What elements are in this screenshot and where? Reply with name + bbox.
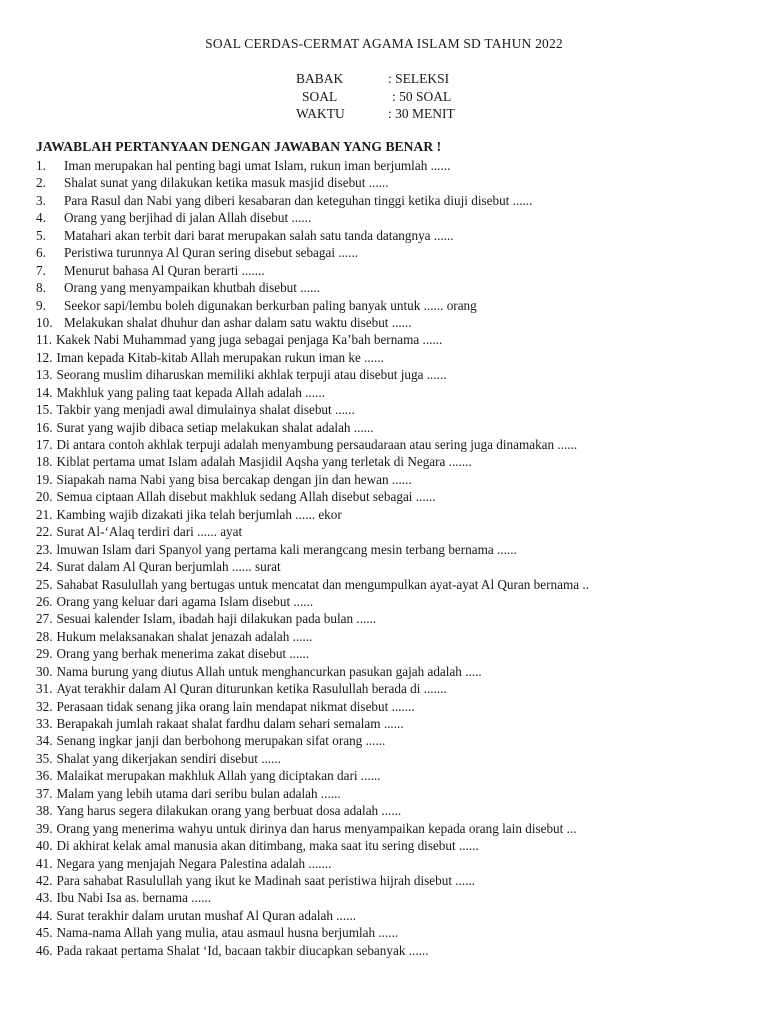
question-number: 26. <box>36 593 53 609</box>
question-number: 43. <box>36 890 53 906</box>
instruction-heading: JAWABLAH PERTANYAAN DENGAN JAWABAN YANG BENAR ! <box>36 139 442 154</box>
question-item <box>36 209 756 226</box>
question-text: Nama burung yang diutus Allah untuk menghancurkan pasukan gajah adalah ..... <box>56 663 482 679</box>
question-item <box>36 715 756 732</box>
question-item <box>36 645 756 662</box>
question-text: Surat dalam Al Quran berjumlah ...... surat <box>56 559 281 575</box>
document-title: SOAL CERDAS-CERMAT AGAMA ISLAM SD TAHUN 2022 <box>205 36 563 51</box>
question-text: Para Rasul dan Nabi yang diberi kesabaran dan keteguhan tinggi ketika diuji disebut ...... <box>64 192 533 208</box>
question-text: Sahabat Rasulullah yang bertugas untuk mencatat dan mengumpulkan ayat-ayat Al Quran bernama .. <box>56 576 589 592</box>
exam-info <box>296 70 455 123</box>
question-text: Para sahabat Rasulullah yang ikut ke Madinah saat peristiwa hijrah disebut ...... <box>56 872 476 888</box>
question-text: Perasaan tidak senang jika orang lain mendapat nikmat disebut ....... <box>56 698 415 714</box>
question-text: Shalat yang dikerjakan sendiri disebut ...... <box>56 750 281 766</box>
question-item <box>36 227 756 244</box>
question-item <box>36 942 756 959</box>
question-item <box>36 820 756 837</box>
question-number: 35. <box>36 750 53 766</box>
question-number: 14. <box>36 384 53 400</box>
question-text: Iman merupakan hal penting bagi umat Islam, rukun iman berjumlah ...... <box>64 158 451 173</box>
exam-info-value: : SELEKSI <box>388 71 450 86</box>
question-text: Sesuai kalender Islam, ibadah haji dilakukan pada bulan ...... <box>56 611 377 627</box>
question-text: Seorang muslim diharuskan memiliki akhlak terpuji atau disebut juga ...... <box>56 367 447 383</box>
question-item <box>36 872 756 889</box>
exam-info-row-waktu <box>296 105 455 123</box>
question-text: Ibu Nabi Isa as. bernama ...... <box>56 890 212 906</box>
question-number: 40. <box>36 838 53 854</box>
question-number: 3. <box>36 192 46 208</box>
exam-info-label: SOAL <box>302 88 338 104</box>
question-item <box>36 750 756 767</box>
question-item <box>36 349 756 366</box>
question-item <box>36 767 756 784</box>
question-item <box>36 419 756 436</box>
question-text: Yang harus segera dilakukan orang yang berbuat dosa adalah ...... <box>56 803 402 819</box>
exam-info-label: BABAK <box>296 71 344 86</box>
question-item <box>36 924 756 941</box>
question-text: Senang ingkar janji dan berbohong merupakan sifat orang ...... <box>56 733 386 749</box>
question-number: 37. <box>36 785 53 801</box>
exam-info-value: : 50 SOAL <box>392 88 452 104</box>
question-item <box>36 488 756 505</box>
question-text: Kiblat pertama umat Islam adalah Masjidil Aqsha yang terletak di Negara ....... <box>56 454 472 470</box>
question-number: 31. <box>36 681 53 697</box>
question-text: Hukum melaksanakan shalat jenazah adalah ...... <box>56 628 313 644</box>
question-item <box>36 610 756 627</box>
question-number: 15. <box>36 402 53 418</box>
question-item <box>36 785 756 802</box>
question-text: Kakek Nabi Muhammad yang juga sebagai penjaga Ka’bah bernama ...... <box>56 332 443 348</box>
question-text: Malaikat merupakan makhluk Allah yang diciptakan dari ...... <box>56 768 381 784</box>
question-number: 21. <box>36 506 53 522</box>
question-number: 6. <box>36 245 46 261</box>
question-item <box>36 680 756 697</box>
question-text: Surat yang wajib dibaca setiap melakukan shalat adalah ...... <box>56 419 374 435</box>
question-item <box>36 366 756 383</box>
question-text: Ayat terakhir dalam Al Quran diturunkan ketika Rasulullah berada di ....... <box>56 681 447 697</box>
question-number: 44. <box>36 907 53 923</box>
question-text: Peristiwa turunnya Al Quran sering disebut sebagai ...... <box>64 245 359 261</box>
question-number: 24. <box>36 559 53 575</box>
question-number: 30. <box>36 663 53 679</box>
question-item <box>36 628 756 645</box>
exam-info-label: WAKTU <box>296 106 345 121</box>
question-item <box>36 401 756 418</box>
question-item <box>36 192 756 209</box>
question-item <box>36 297 756 314</box>
question-item <box>36 732 756 749</box>
question-item <box>36 471 756 488</box>
question-text: Di antara contoh akhlak terpuji adalah menyambung persaudaraan atau sering juga dinamakan ...... <box>56 437 578 452</box>
exam-info-row-babak <box>296 70 455 88</box>
question-item <box>36 262 756 279</box>
question-text: Shalat sunat yang dilakukan ketika masuk masjid disebut ...... <box>64 175 389 191</box>
question-number: 39. <box>36 820 53 836</box>
question-item <box>36 279 756 296</box>
question-number: 19. <box>36 471 53 487</box>
question-item <box>36 541 756 558</box>
question-number: 41. <box>36 855 53 871</box>
question-text: Iman kepada Kitab-kitab Allah merupakan rukun iman ke ...... <box>56 349 384 365</box>
question-text: Seekor sapi/lembu boleh digunakan berkurban paling banyak untuk ...... orang <box>64 297 477 313</box>
question-text: Semua ciptaan Allah disebut makhluk sedang Allah disebut sebagai ...... <box>56 489 436 505</box>
question-number: 45. <box>36 925 53 941</box>
question-text: Di akhirat kelak amal manusia akan ditimbang, maka saat itu sering disebut ...... <box>56 838 479 854</box>
question-text: Surat terakhir dalam urutan mushaf Al Quran adalah ...... <box>56 907 357 923</box>
question-text: Menurut bahasa Al Quran berarti ....... <box>64 262 265 278</box>
question-item <box>36 506 756 523</box>
question-item <box>36 907 756 924</box>
question-number: 25. <box>36 576 53 592</box>
question-item <box>36 157 756 174</box>
question-number: 1. <box>36 158 46 173</box>
question-number: 13. <box>36 367 53 383</box>
question-number: 29. <box>36 646 53 662</box>
question-number: 12. <box>36 349 53 365</box>
question-text: Negara yang menjajah Negara Palestina adalah ....... <box>56 855 332 871</box>
question-item <box>36 855 756 872</box>
question-text: Orang yang berhak menerima zakat disebut ...... <box>56 646 310 662</box>
question-text: Pada rakaat pertama Shalat ‘Id, bacaan takbir diucapkan sebanyak ...... <box>56 942 429 958</box>
question-item <box>36 384 756 401</box>
question-text: Takbir yang menjadi awal dimulainya shalat disebut ...... <box>56 402 355 418</box>
question-item <box>36 558 756 575</box>
question-text: Orang yang keluar dari agama Islam disebut ...... <box>56 593 314 609</box>
question-number: 5. <box>36 227 46 243</box>
question-number: 38. <box>36 803 53 819</box>
question-item <box>36 174 756 191</box>
question-text: Matahari akan terbit dari barat merupakan salah satu tanda datangnya ...... <box>64 227 454 243</box>
question-number: 20. <box>36 489 53 505</box>
question-text: lmuwan Islam dari Spanyol yang pertama kali merangcang mesin terbang bernama ...... <box>56 541 517 557</box>
question-number: 16. <box>36 419 53 435</box>
question-number: 2. <box>36 175 46 191</box>
question-item <box>36 802 756 819</box>
question-number: 42. <box>36 872 53 888</box>
question-item <box>36 593 756 610</box>
question-item <box>36 523 756 540</box>
question-list <box>36 157 756 959</box>
question-number: 23. <box>36 541 53 557</box>
question-text: Berapakah jumlah rakaat shalat fardhu dalam sehari semalam ...... <box>56 716 404 731</box>
question-item <box>36 453 756 470</box>
question-item <box>36 576 756 593</box>
question-item <box>36 314 756 331</box>
question-text: Orang yang menyampaikan khutbah disebut ...... <box>64 280 320 296</box>
question-text: Makhluk yang paling taat kepada Allah adalah ...... <box>56 384 325 400</box>
question-text: Kambing wajib dizakati jika telah berjumlah ...... ekor <box>56 506 342 522</box>
question-item <box>36 244 756 261</box>
question-number: 10. <box>36 314 53 330</box>
question-number: 18. <box>36 454 53 470</box>
question-number: 8. <box>36 280 46 296</box>
question-item <box>36 837 756 854</box>
question-text: Siapakah nama Nabi yang bisa bercakap dengan jin dan hewan ...... <box>56 471 412 487</box>
question-item <box>36 331 756 348</box>
question-text: Malam yang lebih utama dari seribu bulan adalah ...... <box>56 785 341 801</box>
question-number: 9. <box>36 297 46 313</box>
question-item <box>36 698 756 715</box>
question-item <box>36 663 756 680</box>
question-number: 17. <box>36 437 53 452</box>
exam-info-row-soal <box>296 88 455 106</box>
question-text: Nama-nama Allah yang mulia, atau asmaul husna berjumlah ...... <box>56 925 399 941</box>
question-number: 7. <box>36 262 46 278</box>
question-number: 22. <box>36 524 53 540</box>
exam-info-value: : 30 MENIT <box>388 106 455 121</box>
question-number: 11. <box>36 332 52 348</box>
question-number: 4. <box>36 210 46 226</box>
question-text: Orang yang berjihad di jalan Allah disebut ...... <box>64 210 312 226</box>
question-number: 27. <box>36 611 53 627</box>
question-text: Orang yang menerima wahyu untuk dirinya dan harus menyampaikan kepada orang lain disebut ... <box>56 820 577 836</box>
question-item <box>36 889 756 906</box>
question-number: 36. <box>36 768 53 784</box>
question-number: 46. <box>36 942 53 958</box>
question-item <box>36 436 756 453</box>
question-number: 28. <box>36 628 53 644</box>
question-number: 33. <box>36 716 53 731</box>
question-text: Melakukan shalat dhuhur dan ashar dalam satu waktu disebut ...... <box>64 314 412 330</box>
question-number: 34. <box>36 733 53 749</box>
question-number: 32. <box>36 698 53 714</box>
question-text: Surat Al-‘Alaq terdiri dari ...... ayat <box>56 524 243 540</box>
